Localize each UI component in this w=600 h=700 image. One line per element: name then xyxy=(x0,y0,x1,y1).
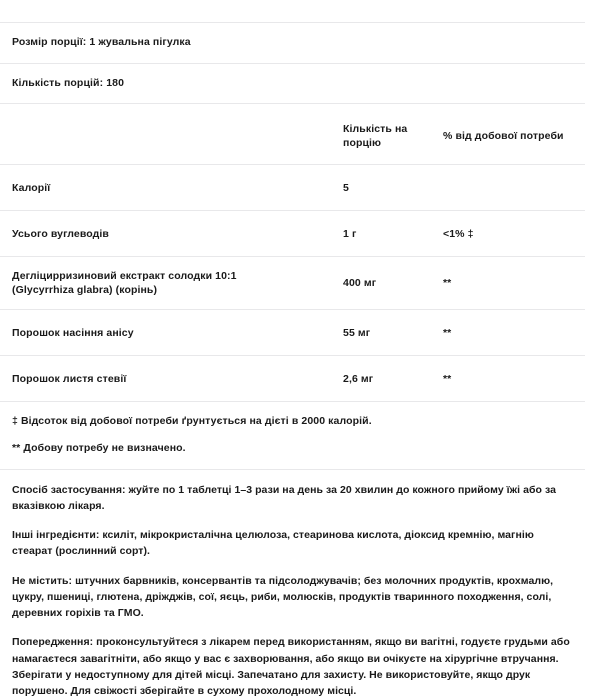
column-header-name xyxy=(0,104,343,165)
footnote-daily-value-basis: ‡ Відсоток від добової потреби ґрунтується на дієті в 2000 калорій. xyxy=(12,415,372,428)
nutrient-name xyxy=(0,165,343,211)
footnote-dv-not-established: ** Добову потребу не визначено. xyxy=(12,442,186,455)
nutrient-daily-value: ** xyxy=(443,356,585,402)
column-header-daily-value: % від добової потреби xyxy=(443,104,585,165)
nutrient-amount: 400 мг xyxy=(343,257,443,310)
nutrient-name-line2: (Glycyrrhiza glabra) (корінь) xyxy=(12,284,158,297)
table-header-row xyxy=(0,104,585,165)
nutrient-table xyxy=(0,103,585,401)
label-body-text xyxy=(0,469,585,700)
nutrient-daily-value: ** xyxy=(443,310,585,356)
nutrient-name xyxy=(0,356,343,402)
table-row xyxy=(0,356,585,402)
nutrient-amount: 2,6 мг xyxy=(343,356,443,402)
supplement-facts-panel xyxy=(0,22,600,700)
footnotes-section xyxy=(0,401,585,468)
nutrient-name xyxy=(0,257,343,310)
nutrient-name-line1: Дегліцирризиновий екстракт солодки 10:1 xyxy=(12,270,237,283)
free-from-paragraph: Не містить: штучних барвників, консервантів та підсолоджувачів; без молочних продуктів, крохмалю, цукру, пшениці, глютена, дріжджів, сої, яєць, риби, молюсків, продуктів тваринного походження, солі, деревних горіхів та ГМО. xyxy=(12,574,554,620)
directions-paragraph: Спосіб застосування: жуйте по 1 таблетці 1–3 рази на день за 20 хвилин до кожного прийому їжі або за вказівкою лікаря. xyxy=(12,483,556,512)
nutrient-name xyxy=(0,211,343,257)
nutrient-daily-value: <1% ‡ xyxy=(443,211,585,257)
nutrient-name-line1: Порошок листя стевії xyxy=(12,372,127,385)
table-row xyxy=(0,310,585,356)
table-row xyxy=(0,257,585,310)
nutrient-amount: 55 мг xyxy=(343,310,443,356)
servings-per-container-row: Кількість порцій: 180 xyxy=(0,63,585,104)
nutrient-table-body xyxy=(0,165,585,402)
warning-paragraph: Попередження: проконсультуйтеся з лікарем перед використанням, якщо ви вагітні, годуєте грудьми або намагаєтеся завагітніти, або якщо у вас є захворювання, або якщо ви очікуєте на хірургічне втручання. Зберігати у недоступному для дітей місці. Запечатано для захисту. Не використовуйте, якщо друк порушено. Для свіжості зберігайте в сухому прохолодному місці. xyxy=(12,636,570,698)
serving-size-row: Розмір порції: 1 жувальна пігулка xyxy=(0,22,585,63)
nutrient-daily-value: ** xyxy=(443,257,585,310)
nutrient-name xyxy=(0,310,343,356)
nutrient-amount: 1 г xyxy=(343,211,443,257)
nutrient-daily-value xyxy=(443,165,585,211)
nutrient-amount: 5 xyxy=(343,165,443,211)
table-row xyxy=(0,211,585,257)
other-ingredients-paragraph: Інші інгредієнти: ксиліт, мікрокристалічна целюлоза, стеаринова кислота, діоксид кремнію, магнію стеарат (рослинний сорт). xyxy=(12,529,534,558)
table-row xyxy=(0,165,585,211)
nutrient-table-header xyxy=(0,104,585,165)
nutrient-name-line1: Калорії xyxy=(12,181,51,194)
nutrient-name-line1: Порошок насіння анісу xyxy=(12,326,134,339)
column-header-amount-per-serving: Кількість на порцію xyxy=(343,104,443,165)
nutrient-name-line1: Усього вуглеводів xyxy=(12,227,109,240)
